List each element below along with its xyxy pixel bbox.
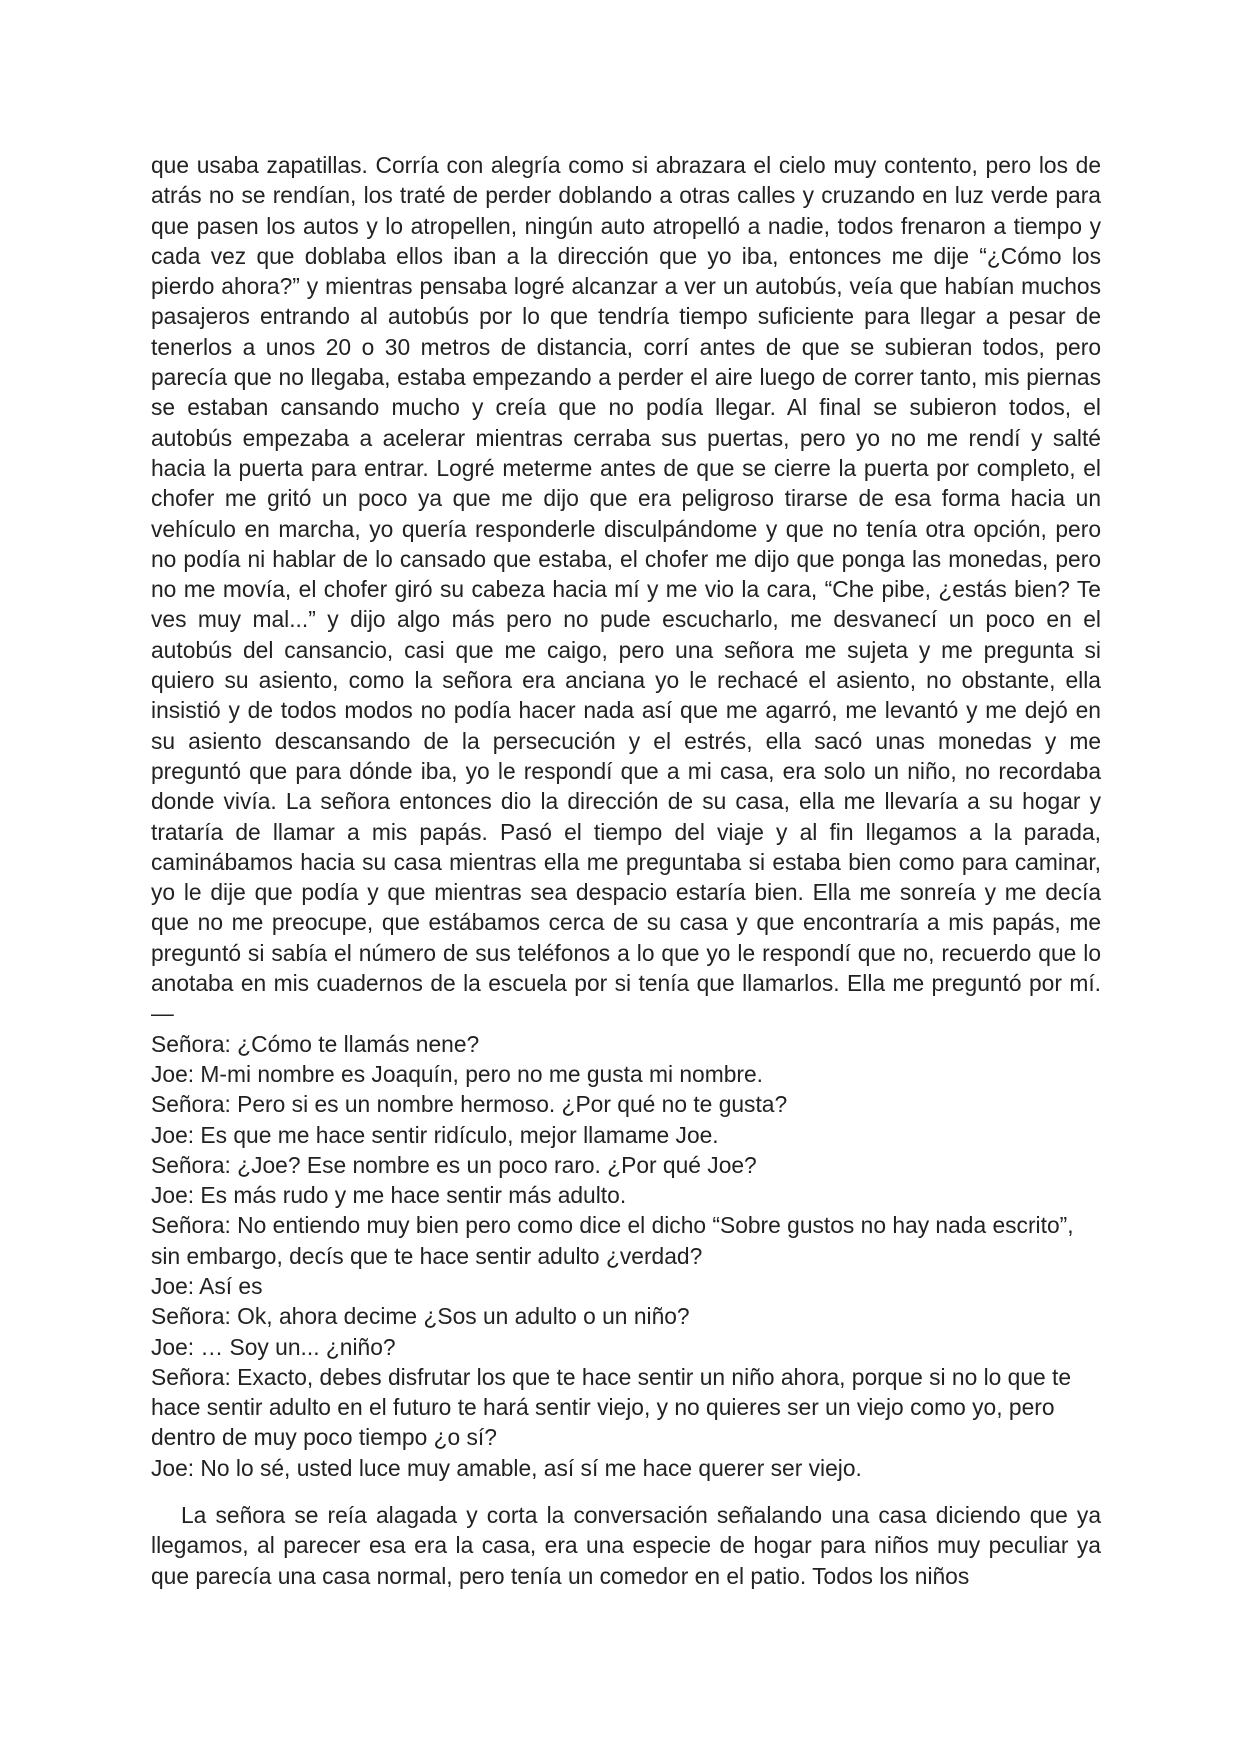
- dialogue-line: Señora: Ok, ahora decime ¿Sos un adulto o un niño?: [151, 1303, 690, 1330]
- dialogue-line: Joe: Es que me hace sentir ridículo, mejor llamame Joe.: [151, 1121, 719, 1148]
- dialogue-line: Señora: No entiendo muy bien pero como dice el dicho “Sobre gustos no hay nada escrito”, sin embargo, decís que te hace sentir adulto ¿verdad?: [151, 1212, 1074, 1269]
- dialogue-line: Joe: Así es: [151, 1272, 263, 1299]
- dialogue-line: Joe: Es más rudo y me hace sentir más adulto.: [151, 1182, 627, 1209]
- dialogue-line: Joe: … Soy un... ¿niño?: [151, 1333, 396, 1360]
- dialogue-line: Señora: Pero si es un nombre hermoso. ¿Por qué no te gusta?: [151, 1091, 788, 1118]
- opening-paragraph: que usaba zapatillas. Corría con alegría como si abrazara el cielo muy contento, pero los de atrás no se rendían, los traté de perder doblando a otras calles y cruzando en luz verde para que pasen los autos y lo atropellen, ningún auto atropelló a nadie, todos frenaron a tiempo y cada vez que doblaba ellos iban a la dirección que yo iba, entonces me dije “¿Cómo los pierdo ahora?” y mientras pensaba logré alcanzar a ver un autobús, veía que habían muchos pasajeros entrando al autobús por lo que tendría tiempo suficiente para llegar a pesar de tenerlos a unos 20 o 30 metros de distancia, corrí antes de que se subieran todos, pero parecía que no llegaba, estaba empezando a perder el aire luego de correr tanto, mis piernas se estaban cansando mucho y creía que no podía llegar. Al final se subieron todos, el autobús empezaba a acelerar mientras cerraba sus puertas, pero yo no me rendí y salté hacia la puerta para entrar. Logré meterme antes de que se cierre la puerta por completo, el chofer me gritó un poco ya que me dijo que era peligroso tirarse de esa forma hacia un vehículo en marcha, yo quería responderle disculpándome y que no tenía otra opción, pero no podía ni hablar de lo cansado que estaba, el chofer me dijo que ponga las monedas, pero no me movía, el chofer giró su cabeza hacia mí y me vio la cara, “Che pibe, ¿estás bien? Te ves muy mal...” y dijo algo más pero no pude escucharlo, me desvanecí un poco en el autobús del cansancio, casi que me caigo, pero una señora me sujeta y me pregunta si quiero su asiento, como la señora era anciana yo le rechacé el asiento, no obstante, ella insistió y de todos modos no podía hacer nada así que me agarró, me levantó y me dejó en su asiento descansando de la persecución y el estrés, ella sacó unas monedas y me preguntó que para dónde iba, yo le respondí que a mi casa, era solo un niño, no recordaba donde vivía. La señora entonces dio la dirección de su casa, ella me llevaría a su hogar y trataría de llamar a mis papás. Pasó el tiempo del viaje y al fin llegamos a la parada, caminábamos hacia su casa mientras ella me preguntaba si estaba bien como para caminar, yo le dije que podía y que mientras sea despacio estaría bien. Ella me sonreía y me decía que no me preocupe, que estábamos cerca de su casa y que encontraría a mis papás, me preguntó si sabía el número de sus teléfonos a lo que yo le respondí que no, recuerdo que lo anotaba en mis cuadernos de la escuela por si tenía que llamarlos. Ella me preguntó por mí. —: [151, 152, 1101, 1027]
- dialogue-line: Joe: No lo sé, usted luce muy amable, así sí me hace querer ser viejo.: [151, 1454, 862, 1481]
- document-page: [151, 150, 1101, 1591]
- dialogue-line: Señora: ¿Cómo te llamás nene?: [151, 1030, 480, 1057]
- closing-paragraph: La señora se reía alagada y corta la conversación señalando una casa diciendo que ya llegamos, al parecer esa era la casa, era una especie de hogar para niños muy peculiar ya que parecía una casa normal, pero tenía un comedor en el patio. Todos los niños: [151, 1502, 1101, 1589]
- dialogue-line: Joe: M-mi nombre es Joaquín, pero no me gusta mi nombre.: [151, 1060, 763, 1087]
- dialogue-block: [151, 1029, 1101, 1483]
- dialogue-line: Señora: ¿Joe? Ese nombre es un poco raro. ¿Por qué Joe?: [151, 1151, 757, 1178]
- dialogue-line: Señora: Exacto, debes disfrutar los que te hace sentir un niño ahora, porque si no lo que te hace sentir adulto en el futuro te hará sentir viejo, y no quieres ser un viejo como yo, pero dentro de muy poco tiempo ¿o sí?: [151, 1363, 1072, 1451]
